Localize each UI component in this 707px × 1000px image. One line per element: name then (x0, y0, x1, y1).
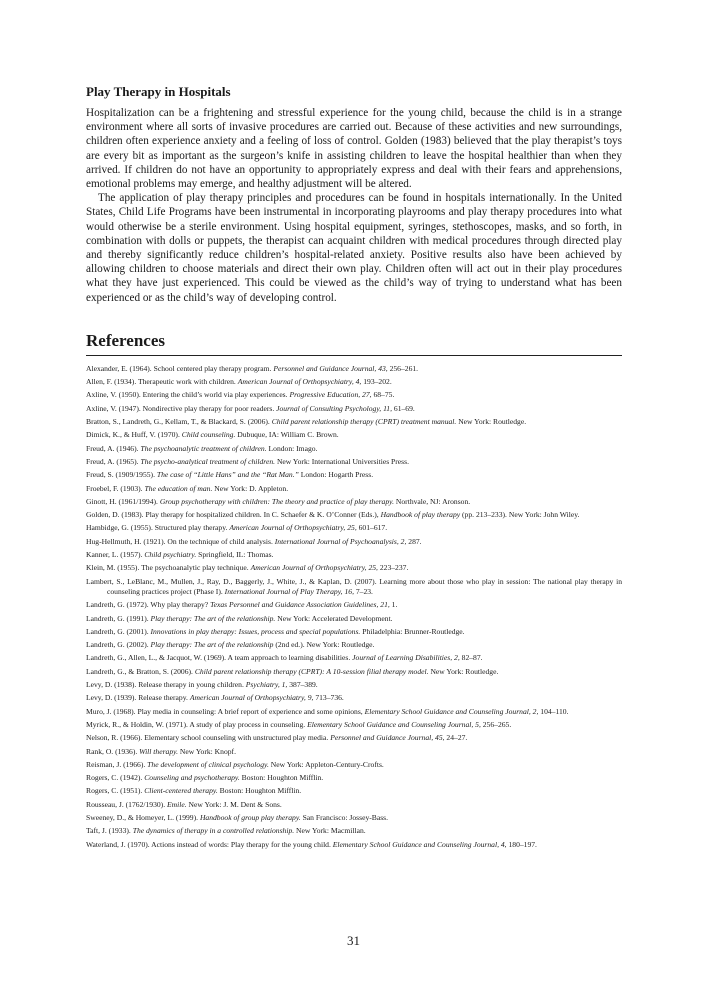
reference-text: 601–617. (356, 523, 388, 533)
reference-text: Landreth, G. (1991). (86, 613, 151, 623)
reference-source-italic: Group psychotherapy with children: The theory and practice of play therapy. (159, 496, 394, 506)
reference-item (86, 417, 622, 427)
reference-item (86, 800, 622, 810)
reference-item (86, 377, 622, 387)
reference-text: 61–69. (392, 403, 415, 413)
reference-source-italic: The psycho-analytical treatment of children. (140, 456, 276, 466)
reference-item (86, 614, 622, 624)
reference-item (86, 640, 622, 650)
reference-item (86, 653, 622, 663)
reference-text: Rogers, C. (1951). (86, 786, 145, 796)
reference-text: New York: International Universities Press. (275, 456, 409, 466)
reference-item (86, 600, 622, 610)
reference-text: 180–197. (506, 839, 537, 849)
reference-text: 82–87. (459, 653, 483, 663)
reference-item (86, 707, 622, 717)
reference-text: Landreth, G. (2002). (86, 640, 151, 650)
reference-text: San Francisco: Jossey-Bass. (300, 813, 389, 823)
reference-item (86, 444, 622, 454)
reference-item (86, 813, 622, 823)
reference-source-italic: Will therapy. (139, 746, 178, 756)
reference-text: 256–265. (480, 719, 512, 729)
section-heading: Play Therapy in Hospitals (86, 84, 231, 99)
reference-item (86, 523, 622, 533)
reference-item (86, 667, 622, 677)
reference-text: London: Hogarth Press. (298, 470, 374, 480)
reference-item (86, 826, 622, 836)
reference-source-italic: American Journal of Orthopsychiatry, 25, (250, 563, 378, 573)
reference-source-italic: The case of “Little Hans” and the “Rat Man.” (156, 470, 299, 480)
reference-text: Alexander, E. (1964). School centered play therapy program. (86, 363, 274, 373)
reference-source-italic: Elementary School Guidance and Counseling Journal, 2, (364, 706, 539, 716)
reference-item (86, 510, 622, 520)
reference-item (86, 720, 622, 730)
reference-source-italic: American Journal of Orthopsychiatry, 25, (229, 523, 357, 533)
reference-source-italic: Progressive Education, 27, (289, 390, 372, 400)
reference-text: Froebel, F. (1903). (86, 483, 145, 493)
reference-text: (pp. 213–233). New York: John Wiley. (460, 510, 580, 520)
reference-text: Hug-Hellmuth, H. (1921). On the technique of child analysis. (86, 536, 275, 546)
reference-item (86, 733, 622, 743)
reference-source-italic: Elementary School Guidance and Counseling Journal, 5, (307, 719, 481, 729)
reference-text: London: Imago. (266, 443, 318, 453)
reference-item (86, 577, 622, 598)
reference-text: Northvale, NJ: Aronson. (394, 496, 471, 506)
reference-source-italic: Counseling and psychotherapy. (144, 773, 240, 783)
reference-text: Rousseau, J. (1762/1930). (86, 799, 167, 809)
reference-text: New York: Appleton-Century-Crofts. (268, 759, 384, 769)
reference-text: Taft, J. (1933). (86, 826, 133, 836)
reference-text: Myrick, R., & Holdin, W. (1971). A study of play process in counseling. (86, 719, 308, 729)
reference-text: Bratton, S., Landreth, G., Kellam, T., & Blackard, S. (2006). (86, 417, 272, 427)
reference-item (86, 457, 622, 467)
reference-text: Kanner, L. (1957). (86, 550, 145, 559)
reference-item (86, 747, 622, 757)
reference-text: Rogers, C. (1942). (86, 773, 145, 783)
reference-text: Lambert, S., LeBlanc, M., Mullen, J., Ray, D., Baggerly, J., White, J., & Kaplan, D. (2007). Learning more about those who play in session: The national play therapy in counseling practices project (Phase I). (86, 576, 622, 596)
reference-source-italic: Child parent relationship therapy (CPRT) treatment manual. (271, 417, 457, 427)
reference-text: Reisman, J. (1966). (86, 759, 148, 769)
reference-source-italic: Child parent relationship therapy (CPRT): A 10-session filial therapy model. (194, 666, 429, 676)
reference-source-italic: American Journal of Orthopsychiatry, 4, (237, 377, 362, 387)
reference-text: Golden, D. (1983). Play therapy for hospitalized children. In C. Schaefer & K. O’Conner (Eds.), (86, 510, 381, 520)
page-content (86, 84, 622, 853)
reference-text: New York: Knopf. (177, 746, 236, 756)
reference-text: New York: D. Appleton. (212, 483, 289, 493)
reference-source-italic: Client-centered therapy. (144, 786, 218, 796)
reference-text: Boston: Houghton Mifflin. (217, 786, 302, 796)
reference-source-italic: International Journal of Play Therapy, 16, (224, 587, 354, 596)
reference-source-italic: Journal of Learning Disabilities, 2, (352, 653, 460, 663)
reference-text: Landreth, G. (1972). Why play therapy? (86, 600, 211, 610)
reference-text: New York: Accelerated Development. (275, 613, 393, 623)
reference-source-italic: The psychoanalytic treatment of children. (140, 443, 267, 453)
reference-item (86, 404, 622, 414)
reference-text: Dimick, K., & Huff, V. (1970). (86, 430, 182, 440)
reference-text: New York: Routledge. (428, 666, 499, 676)
reference-text: 104–110. (538, 706, 569, 716)
reference-text: Rank, O. (1936). (86, 746, 140, 756)
reference-source-italic: Child counseling. (181, 430, 236, 440)
reference-item (86, 680, 622, 690)
reference-text: 24–27. (444, 733, 468, 743)
reference-text: Muro, J. (1968). Play media in counseling: A brief report of experience and some opinions, (86, 706, 365, 716)
reference-text: 256–261. (387, 363, 419, 373)
reference-text: (2nd ed.). New York: Routledge. (273, 640, 375, 650)
reference-item (86, 627, 622, 637)
reference-text: 287. (406, 536, 422, 546)
reference-text: Landreth, G. (2001). (86, 626, 151, 636)
reference-text: Levy, D. (1938). Release therapy in young children. (86, 680, 246, 690)
reference-item (86, 693, 622, 703)
reference-source-italic: Child psychiatry. (144, 550, 197, 559)
reference-source-italic: Elementary School Guidance and Counseling Journal, 4, (332, 839, 507, 849)
reference-item (86, 497, 622, 507)
reference-source-italic: Journal of Consulting Psychology, 11, (276, 403, 393, 413)
reference-text: Philadelphia: Brunner-Routledge. (360, 626, 465, 636)
reference-source-italic: Handbook of group play therapy. (199, 813, 301, 823)
reference-text: 387–389. (287, 680, 318, 690)
reference-source-italic: Psychiatry, 1, (245, 680, 288, 690)
paragraph: The application of play therapy principles and procedures can be found in hospitals internationally. In the United States, Child Life Programs have been instrumental in incorporating playrooms and play therapy procedures into what would otherwise be a sterile environment. Using hospital equipment, syringes, stethoscopes, masks, and so forth, in combination with dolls or puppets, the therapist can acquaint children with medical procedures through directed play and thereby significantly reduce children’s hospital-related anxiety. Positive results also have been achieved by allowing children to choose materials and direct their own play. Children often will act out in their play procedures what they have just experienced. This could be viewed as the child’s way of trying to understand what has been experienced or as the child’s way of developing control. (86, 192, 622, 304)
reference-item (86, 773, 622, 783)
reference-text: Axline, V. (1950). Entering the child’s world via play experiences. (86, 390, 290, 400)
reference-text: New York: Routledge. (456, 417, 527, 427)
reference-text: Landreth, G., Allen, L., & Jacquot, W. (1969). A team approach to learning disabilities. (86, 653, 353, 663)
reference-text: 7–23. (353, 587, 373, 596)
reference-source-italic: Play therapy: The art of the relationship (150, 640, 274, 650)
reference-source-italic: The development of clinical psychology. (147, 759, 269, 769)
reference-text: Waterland, J. (1970). Actions instead of words: Play therapy for the young child. (86, 839, 333, 849)
reference-text: 713–736. (313, 693, 344, 703)
reference-source-italic: Emile. (167, 799, 187, 809)
reference-text: Dubuque, IA: William C. Brown. (235, 430, 339, 440)
reference-item (86, 364, 622, 374)
reference-text: 1. (389, 600, 398, 610)
reference-text: 68–75. (371, 390, 395, 400)
reference-text: Landreth, G., & Bratton, S. (2006). (86, 666, 195, 676)
reference-source-italic: Personnel and Guidance Journal, 43, (273, 363, 388, 373)
reference-item (86, 563, 622, 573)
reference-text: Allen, F. (1934). Therapeutic work with children. (86, 377, 238, 387)
reference-text: Nelson, R. (1966). Elementary school counseling with unstructured play media. (86, 733, 331, 743)
reference-text: Axline, V. (1947). Nondirective play therapy for poor readers. (86, 403, 277, 413)
reference-source-italic: Handbook of play therapy (380, 510, 461, 520)
reference-text: Ginott, H. (1961/1994). (86, 496, 160, 506)
reference-source-italic: The dynamics of therapy in a controlled relationship. (132, 826, 295, 836)
reference-source-italic: Texas Personnel and Guidance Association Guidelines, 21, (210, 600, 390, 610)
reference-text: 223–237. (377, 563, 409, 573)
reference-text: New York: Macmillan. (294, 826, 366, 836)
reference-item (86, 760, 622, 770)
references-heading: References (86, 331, 622, 356)
reference-source-italic: Innovations in play therapy: Issues, process and special populations. (150, 626, 361, 636)
reference-text: Hambidge, G. (1955). Structured play therapy. (86, 523, 230, 533)
reference-text: Freud, A. (1946). (86, 443, 141, 453)
reference-text: Freud, A. (1965). (86, 456, 141, 466)
reference-item (86, 484, 622, 494)
reference-source-italic: Personnel and Guidance Journal, 45, (330, 733, 445, 743)
reference-text: Boston: Houghton Mifflin. (239, 773, 324, 783)
reference-item (86, 537, 622, 547)
page-number: 31 (347, 933, 360, 948)
reference-item (86, 470, 622, 480)
reference-item (86, 390, 622, 400)
reference-source-italic: International Journal of Psychoanalysis, 2, (274, 536, 407, 546)
paragraph: Hospitalization can be a frightening and stressful experience for the young child, because the child is in a strange environment where all sorts of invasive procedures are carried out. Because of these activities and new surroundings, children often experience anxiety and a feeling of loss of control. Golden (1983) believed that the play therapist’s toys are every bit as important as the surgeon’s knife in assisting children to leave the hospital healthier than when they arrived. If children do not have an opportunity to appropriately express and deal with their fears and apprehensions, emotional problems may emerge, and healthy adjustment will be altered. (86, 107, 622, 191)
reference-source-italic: Play therapy: The art of the relationship. (150, 613, 276, 623)
reference-item (86, 840, 622, 850)
reference-text: Springfield, IL: Thomas. (196, 550, 274, 559)
reference-item (86, 786, 622, 796)
reference-list (86, 364, 622, 850)
reference-source-italic: The education of man. (144, 483, 213, 493)
reference-text: 193–202. (361, 377, 392, 387)
reference-item (86, 550, 622, 560)
reference-text: Klein, M. (1955). The psychoanalytic play technique. (86, 563, 251, 573)
reference-text: New York: J. M. Dent & Sons. (186, 799, 282, 809)
reference-text: Levy, D. (1939). Release therapy. (86, 693, 190, 703)
reference-source-italic: American Journal of Orthopsychiatry, 9, (189, 693, 314, 703)
reference-text: Freud, S. (1909/1955). (86, 470, 157, 480)
reference-item (86, 430, 622, 440)
reference-text: Sweeney, D., & Homeyer, L. (1999). (86, 813, 200, 823)
